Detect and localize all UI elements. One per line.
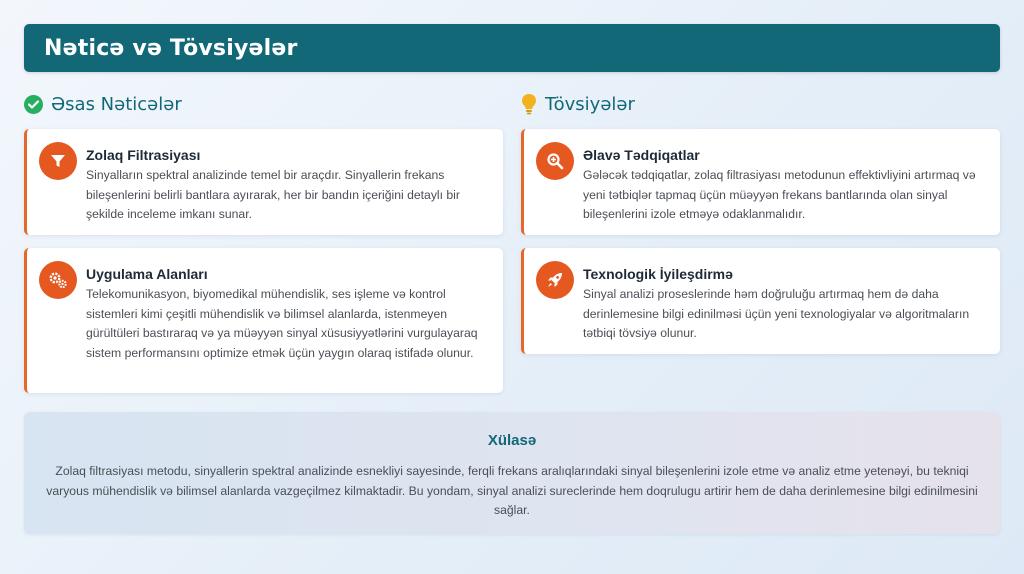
card-text: Gələcək tədqiqatlar, zolaq filtrasiyası metodunun effektivliyini artırmaq və yeni tətbiqlər tapmaq üçün müəyyən frekans bantlarında olan sinyal bileşenlerini izole etməyə odaklanmalıdır.: [583, 168, 976, 222]
card-additional-research: [521, 129, 1000, 235]
card-title: Əlavə Tədqiqatlar: [583, 147, 700, 163]
main-results-title: Əsas Nəticələr: [51, 93, 182, 115]
recommendations-heading: [521, 92, 635, 116]
lightbulb-icon: [521, 93, 537, 115]
card-text: Sinyal analizi proseslerinde həm doğruluğu artırmaq hem də daha derinlemesine bilgi edinilməsi üçün yeni texnologiyalar və algoritmaların tətbiqi tövsiyə olunur.: [583, 287, 970, 341]
summary-text: Zolaq filtrasiyası metodu, sinyallerin spektral analizinde esnekliyi sayesinde, ferqli frekans aralıqlarındaki sinyal bileşenlerini izole etme və analiz etme yetenəyi, bu tekniqi varyous mühendislik və bilimsel alanlarda vazgeçilmez kilmaktadir. Bu yondam, sinyal analizi sureclerinde hem doqrulugu artirir hem de daha derinlemesine bilgi edinilmesini sağlar.: [46, 464, 978, 518]
slide-title: Nəticə və Tövsiyələr: [44, 35, 298, 61]
gears-icon: [39, 261, 77, 299]
card-text: Telekomunikasyon, biyomedikal mühendislik, ses işleme və kontrol sistemleri kimi çeşitli mühendislik və bilimsel alanlarda, istenmeyen gürültüleri bastıraraq və ya müəyyən sinyal xüsusiyyətlərini vurgulayaraq sistem performansını optimize etmək üçün yaygın olaraq istifadə olunur.: [86, 287, 478, 360]
card-text: Sinyalların spektral analizinde temel bir araçdır. Sinyallerin frekans bileşenlerini belirli bantlara ayırarak, her bir bandın içeriğini detaylı bir şekilde inceleme imkanı sunar.: [86, 168, 460, 222]
card-title: Texnologik İyileşdirmə: [583, 266, 733, 282]
slide-header: [24, 24, 1000, 72]
search-plus-icon: [536, 142, 574, 180]
summary-title: Xülasə: [487, 432, 537, 449]
recommendations-title: Tövsiyələr: [545, 93, 635, 115]
card-band-filtration: [24, 129, 503, 235]
card-title: Uygulama Alanları: [86, 266, 208, 282]
rocket-icon: [536, 261, 574, 299]
filter-icon: [39, 142, 77, 180]
check-circle-icon: [24, 95, 43, 114]
card-title: Zolaq Filtrasiyası: [86, 147, 201, 163]
summary-box: [24, 412, 1000, 534]
card-technological-improvement: [521, 248, 1000, 354]
main-results-heading: [24, 92, 182, 116]
card-application-areas: [24, 248, 503, 393]
